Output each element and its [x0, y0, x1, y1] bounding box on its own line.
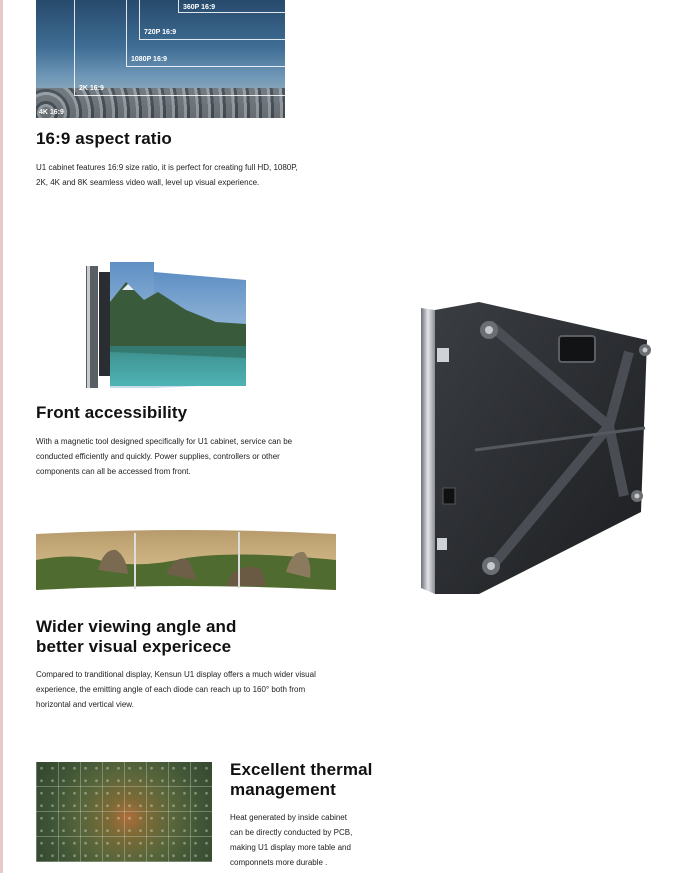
page-edge-line [0, 0, 3, 873]
curved-display-image [36, 530, 336, 592]
body-line: making U1 display more table and [230, 843, 351, 852]
resolution-comparison-image [36, 0, 285, 118]
body-line: experience, the emitting angle of each diode can reach up to 160° both from [36, 685, 306, 694]
section-title-front: Front accessibility [36, 403, 188, 422]
frame-label: 720P 16:9 [144, 29, 177, 36]
body-line: conducted efficiently and quickly. Power supplies, controllers or other [36, 452, 280, 461]
title-line: Excellent thermal [230, 760, 373, 779]
body-line: horizontal and vertical view. [36, 700, 134, 709]
body-line: componnets more durable . [230, 858, 328, 867]
body-line: With a magnetic tool designed specifically for U1 cabinet, service can be [36, 437, 293, 446]
cabinet-back-image [419, 300, 651, 596]
frame-2k [74, 0, 285, 96]
body-line: Compared to tranditional display, Kensun U1 display offers a much wider visual [36, 670, 316, 679]
frame-label: 360P 16:9 [183, 4, 216, 11]
title-line: better visual expericece [36, 637, 232, 656]
section-body-front [36, 434, 292, 479]
body-line: Heat generated by inside cabinet [230, 813, 347, 822]
section-body-thermal [230, 810, 352, 870]
frame-label: 1080P 16:9 [131, 56, 168, 63]
section-title-wide [36, 617, 237, 657]
section-title-aspect: 16:9 aspect ratio [36, 129, 172, 148]
frame-label-4k: 4K 16:9 [39, 109, 64, 116]
title-line: Wider viewing angle and [36, 617, 237, 636]
title-line: management [230, 780, 336, 799]
body-line: U1 cabinet features 16:9 size ratio, it is perfect for creating full HD, 1080P, [36, 163, 298, 172]
section-title-thermal [230, 760, 372, 800]
body-line: 2K, 4K and 8K seamless video wall, level up visual experience. [36, 178, 260, 187]
thermal-heatmap-image [36, 762, 212, 862]
body-line: components can all be accessed from front. [36, 467, 191, 476]
pcb-dots-graphic [36, 762, 212, 862]
front-access-image [86, 262, 248, 390]
frame-label: 2K 16:9 [79, 85, 104, 92]
section-body-aspect [36, 160, 298, 190]
section-body-wide [36, 667, 316, 712]
body-line: can be directly conducted by PCB, [230, 828, 353, 837]
